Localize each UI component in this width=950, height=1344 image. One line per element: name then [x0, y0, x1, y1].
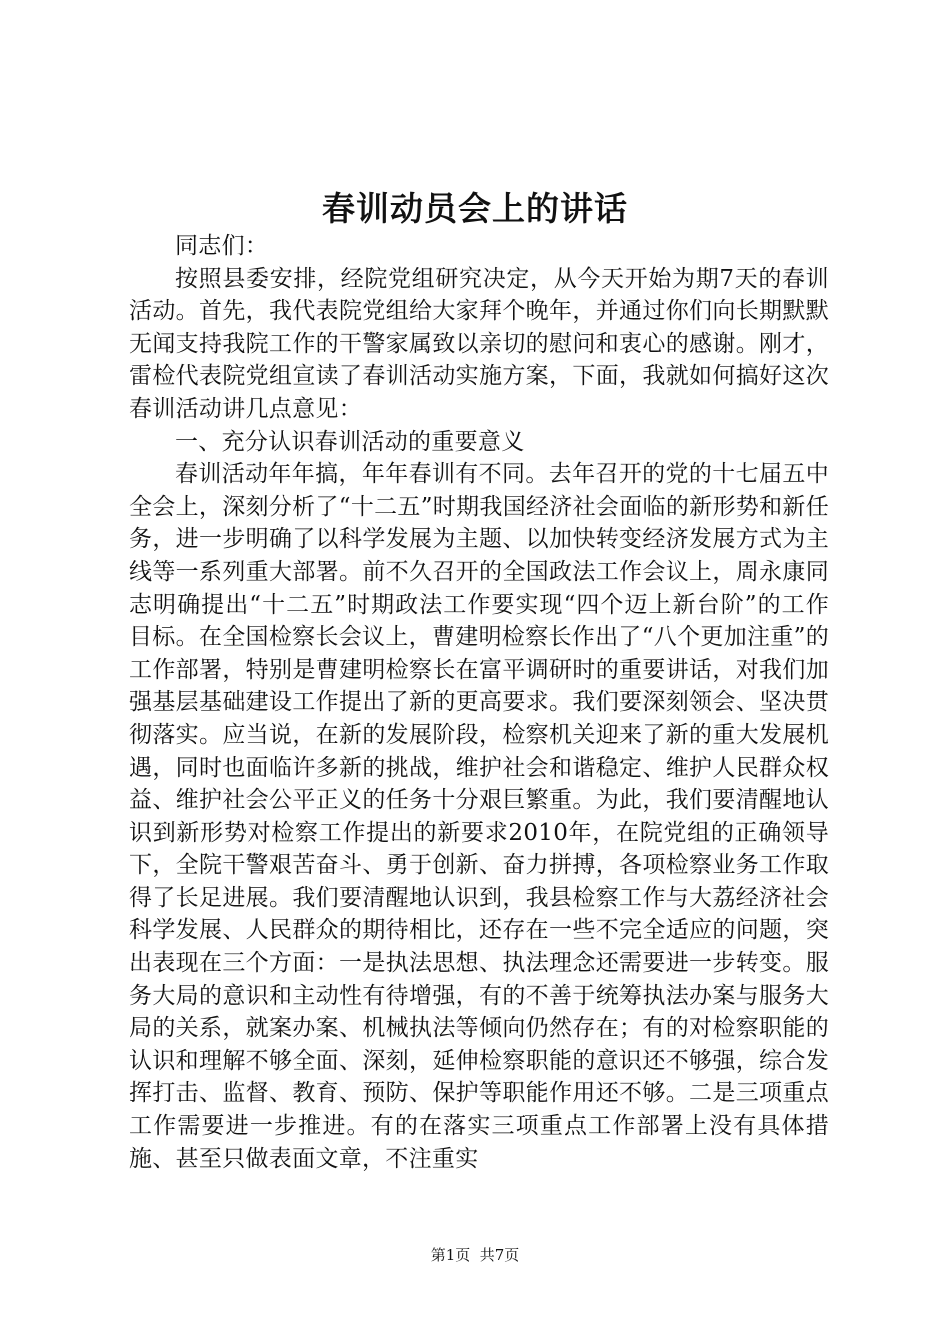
document-body	[129, 230, 829, 1175]
paragraph-section-1: 春训活动年年搞，年年春训有不同。去年召开的党的十七届五中全会上，深刻分析了“十二五”时期我国经济社会面临的新形势和新任务，进一步明确了以科学发展为主题、以加快转变经济发展方式为主线等一系列重大部署。前不久召开的全国政法工作会议上，周永康同志明确提出“十二五”时期政法工作要实现“四个迈上新台阶”的工作目标。在全国检察长会议上，曹建明检察长作出了“八个更加注重”的工作部署，特别是曹建明检察长在富平调研时的重要讲话，对我们加强基层基础建设工作提出了新的更高要求。我们要深刻领会、坚决贯彻落实。应当说，在新的发展阶段，检察机关迎来了新的重大发展机遇，同时也面临许多新的挑战，维护社会和谐稳定、维护人民群众权益、维护社会公平正义的任务十分艰巨繁重。为此，我们要清醒地认识到新形势对检察工作提出的新要求2010年，在院党组的正确领导下，全院干警艰苦奋斗、勇于创新、奋力拼搏，各项检察业务工作取得了长足进展。我们要清醒地认识到，我县检察工作与大荔经济社会科学发展、人民群众的期待相比，还存在一些不完全适应的问题，突出表现在三个方面：一是执法思想、执法理念还需要进一步转变。服务大局的意识和主动性有待增强，有的不善于统筹执法办案与服务大局的关系，就案办案、机械执法等倾向仍然存在；有的对检察职能的认识和理解不够全面、深刻，延伸检察职能的意识还不够强，综合发挥打击、监督、教育、预防、保护等职能作用还不够。二是三项重点工作需要进一步推进。有的在落实三项重点工作部署上没有具体措施、甚至只做表面文章，不注重实	[129, 461, 829, 1172]
paragraph-intro: 按照县委安排，经院党组研究决定，从今天开始为期7天的春训活动。首先，我代表院党组给大家拜个晚年，并通过你们向长期默默无闻支持我院工作的干警家属致以亲切的慰问和衷心的感谢。刚才，雷检代表院党组宣读了春训活动实施方案，下面，我就如何搞好这次春训活动讲几点意见：	[129, 265, 829, 422]
document-title: 春训动员会上的讲话	[322, 189, 628, 228]
page-footer: 第1页 共7页	[430, 1246, 520, 1264]
salutation: 同志们：	[175, 233, 269, 259]
section-heading-1: 一、充分认识春训活动的重要意义	[175, 428, 525, 455]
